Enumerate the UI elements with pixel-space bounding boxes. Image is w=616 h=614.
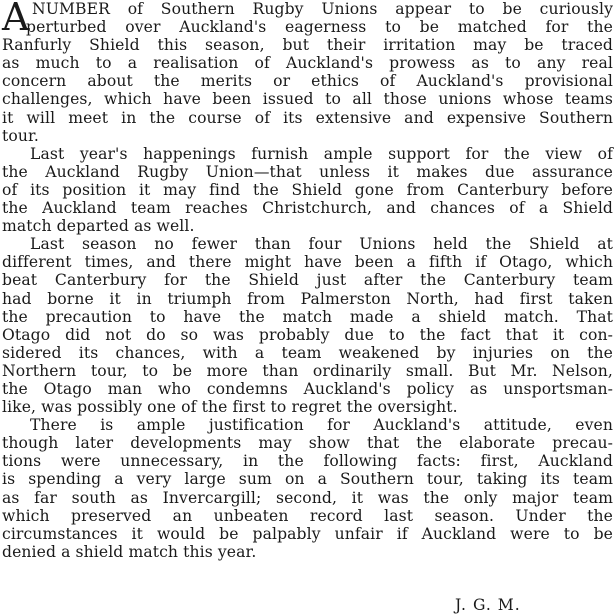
text-line: the Auckland Rugby Union—that unless it makes due assurance <box>2 162 613 181</box>
text-line: the Otago man who condemns Auckland's policy as unsportsman- <box>2 379 613 398</box>
paragraph-1 <box>2 0 613 145</box>
paragraph-4 <box>2 416 613 561</box>
text-line: which preserved an unbeaten record last season. Under the <box>2 506 613 525</box>
text-line: is spending a very large sum on a Southern tour, taking its team <box>2 470 613 489</box>
drop-cap: A <box>2 0 30 39</box>
text-line: challenges, which have been issued to all those unions whose teams <box>2 90 613 109</box>
text-line: different times, and there might have been a fifth if Otago, which <box>2 253 613 272</box>
paragraph-3 <box>2 235 613 416</box>
text-line: of its position it may find the Shield gone from Canterbury before <box>2 180 613 199</box>
text-line: match departed as well. <box>2 217 195 236</box>
text-line: had borne it in triumph from Palmerston North, had first taken <box>2 289 613 308</box>
text-line: sidered its chances, with a team weakened by injuries on the <box>2 343 613 362</box>
text-line: Otago did not do so was probably due to the fact that it con- <box>2 325 613 344</box>
text-line: Last year's happenings furnish ample support for the view of <box>30 144 613 163</box>
text-line: Last season no fewer than four Unions held the Shield at <box>30 235 613 254</box>
text-line: as far south as Invercargill; second, it was the only major team <box>2 488 613 507</box>
text-line: beat Canterbury for the Shield just after the Canterbury team <box>2 271 613 290</box>
text-line: Northern tour, to be more than ordinarily small. But Mr. Nelson, <box>2 361 613 380</box>
text-line: Ranfurly Shield this season, but their irritation may be traced <box>2 36 613 55</box>
text-line: circumstances it would be palpably unfair if Auckland were to be <box>2 524 613 543</box>
text-line: though later developments may show that the elaborate precau- <box>2 434 613 453</box>
text-line: NUMBER of Southern Rugby Unions appear to be curiously <box>32 0 613 18</box>
text-line: the precaution to have the match made a shield match. That <box>2 307 613 326</box>
text-line: it will meet in the course of its extensive and expensive Southern <box>2 108 613 127</box>
author-signature: J. G. M. <box>455 596 521 614</box>
text-line: the Auckland team reaches Christchurch, and chances of a Shield <box>2 199 613 218</box>
paragraph-2 <box>2 145 613 235</box>
text-line: as much to a realisation of Auckland's prowess as to any real <box>2 54 613 73</box>
text-line: denied a shield match this year. <box>2 542 257 561</box>
text-line: tions were unnecessary, in the following facts: first, Auckland <box>2 452 613 471</box>
text-line: like, was possibly one of the first to regret the oversight. <box>2 398 458 417</box>
text-line: There is ample justification for Auckland's attitude, even <box>30 416 613 435</box>
text-line: concern about the merits or ethics of Auckland's provisional <box>2 72 613 91</box>
article-body <box>2 0 613 561</box>
text-line: tour. <box>2 126 39 145</box>
text-line: perturbed over Auckland's eagerness to be matched for the <box>26 18 613 37</box>
